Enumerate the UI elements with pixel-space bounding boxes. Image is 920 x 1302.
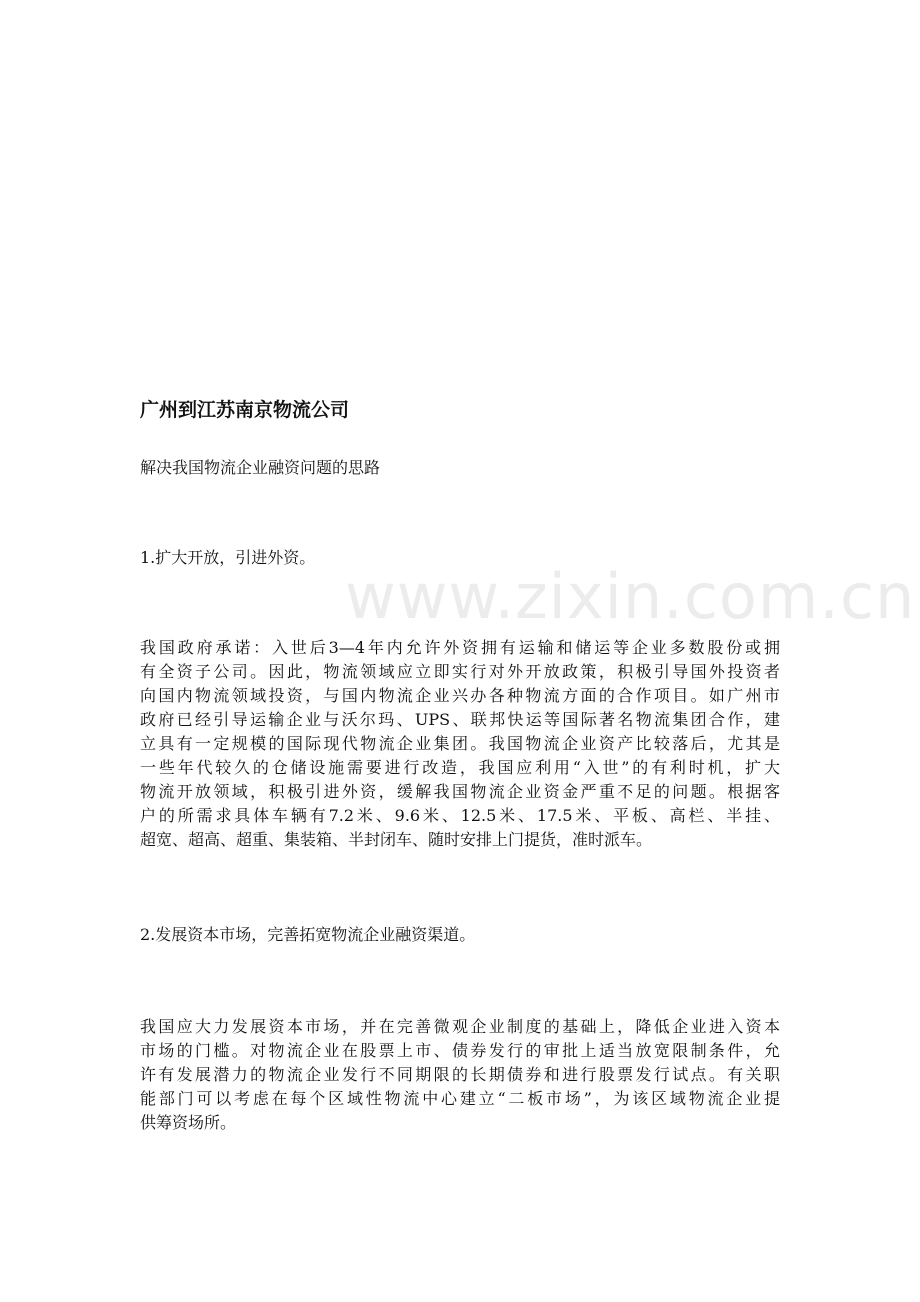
paragraph-line: 户的所需求具体车辆有7.2米、9.6米、12.5米、17.5米、平板、高栏、半挂、 [140, 806, 780, 825]
paragraph-line: 物流开放领域，积极引进外资，缓解我国物流企业资金严重不足的问题。根据客 [140, 782, 780, 801]
watermark: www.zixin.com.cn [345, 560, 916, 633]
document-subtitle: 解决我国物流企业融资问题的思路 [140, 458, 381, 477]
section-2-heading: 2.发展资本市场，完善拓宽物流企业融资渠道。 [140, 925, 476, 944]
paragraph-line: 许有发展潜力的物流企业发行不同期限的长期债券和进行股票发行试点。有关职 [140, 1065, 780, 1084]
paragraph-line: 供筹资场所。 [140, 1113, 237, 1132]
paragraph-line: 向国内物流领域投资，与国内物流企业兴办各种物流方面的合作项目。如广州市 [140, 686, 780, 705]
paragraph-line: 有全资子公司。因此，物流领域应立即实行对外开放政策，积极引导国外投资者 [140, 662, 780, 681]
paragraph-line: 立具有一定规模的国际现代物流企业集团。我国物流企业资产比较落后，尤其是 [140, 734, 780, 753]
paragraph-line: 超宽、超高、超重、集装箱、半封闭车、随时安排上门提货，准时派车。 [140, 830, 653, 849]
paragraph-line: 我国政府承诺：入世后3—4年内允许外资拥有运输和储运等企业多数股份或拥 [140, 638, 780, 657]
paragraph-line: 我国应大力发展资本市场，并在完善微观企业制度的基础上，降低企业进入资本 [140, 1017, 780, 1036]
section-2-paragraph [140, 1015, 780, 1135]
paragraph-line: 一些年代较久的仓储设施需要进行改造，我国应利用“入世”的有利时机，扩大 [140, 758, 780, 777]
paragraph-line: 能部门可以考虑在每个区域性物流中心建立“二板市场”，为该区域物流企业提 [140, 1089, 780, 1108]
paragraph-line: 市场的门槛。对物流企业在股票上市、债券发行的审批上适当放宽限制条件，允 [140, 1041, 780, 1060]
document-title: 广州到江苏南京物流公司 [140, 399, 350, 421]
paragraph-line: 政府已经引导运输企业与沃尔玛、UPS、联邦快运等国际著名物流集团合作，建 [140, 710, 780, 729]
section-1-paragraph [140, 636, 780, 852]
section-1-heading: 1.扩大开放，引进外资。 [140, 548, 316, 567]
